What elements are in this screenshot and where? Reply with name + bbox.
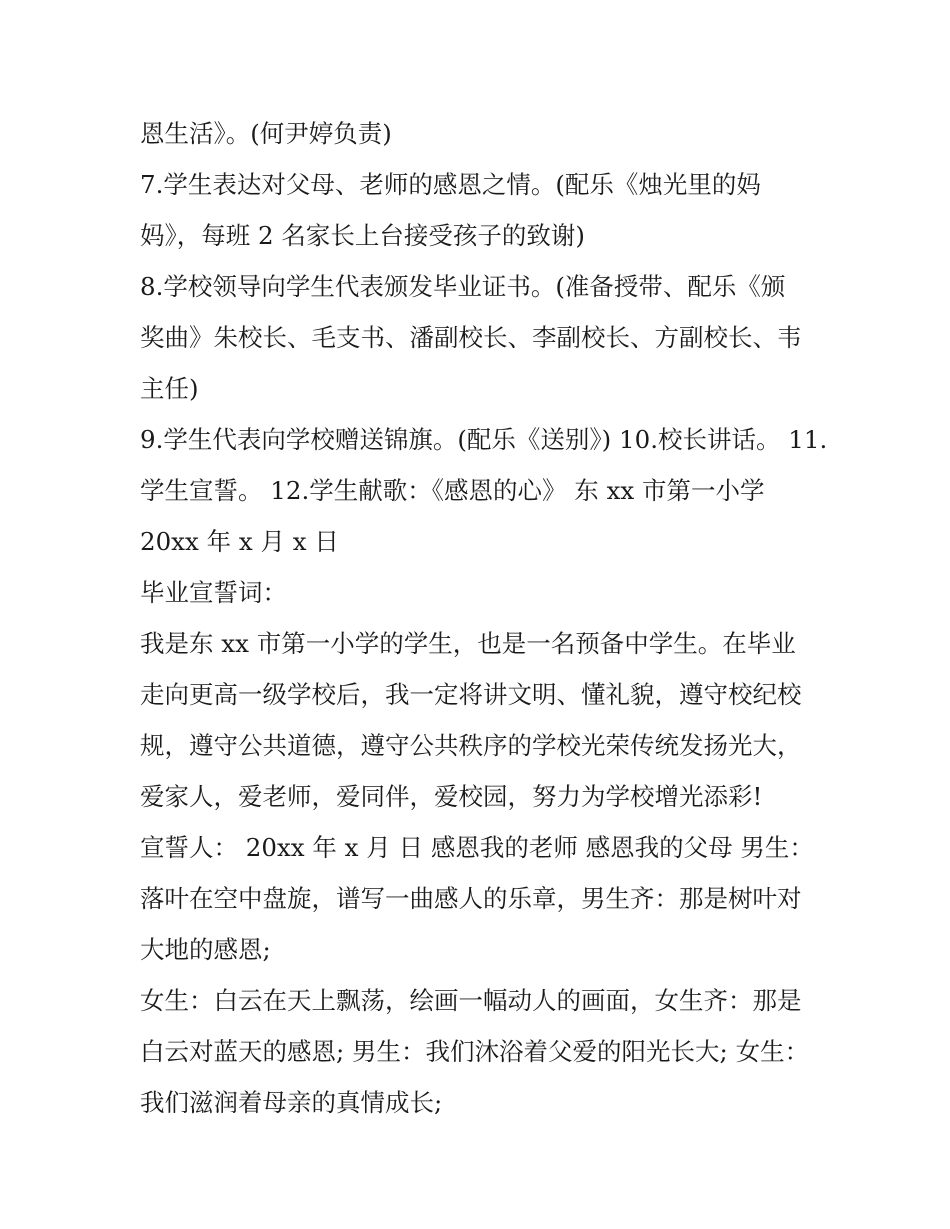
text-line: 爱家人，爱老师，爱同伴，爱校园，努力为学校增光添彩!: [140, 782, 763, 811]
text-line: 走向更高一级学校后，我一定将讲文明、懂礼貌，遵守校纪校: [140, 680, 802, 709]
text-line: 7.学生表达对父母、老师的感恩之情。(配乐《烛光里的妈: [140, 170, 761, 199]
text-line: 大地的感恩;: [140, 935, 271, 964]
text-line: 落叶在空中盘旋，谱写一曲感人的乐章，男生齐：那是树叶对: [140, 884, 802, 913]
text-line: 我是东 xx 市第一小学的学生，也是一名预备中学生。在毕业: [140, 629, 796, 658]
text-line: 学生宣誓。 12.学生献歌：《感恩的心》 东 xx 市第一小学: [140, 476, 765, 505]
text-line: 主任): [140, 374, 199, 403]
text-line: 20xx 年 x 月 x 日: [140, 527, 339, 556]
document-page: [140, 108, 828, 1128]
text-line: 奖曲》朱校长、毛支书、潘副校长、李副校长、方副校长、韦: [140, 323, 802, 352]
text-line: 9.学生代表向学校赠送锦旗。(配乐《送别》) 10.校长讲话。 11.: [140, 425, 828, 454]
text-line: 白云对蓝天的感恩; 男生：我们沐浴着父爱的阳光长大; 女生：: [140, 1037, 810, 1066]
text-line: 宣誓人： 20xx 年 x 月 日 感恩我的老师 感恩我的父母 男生：: [140, 833, 814, 862]
text-line: 妈》，每班 2 名家长上台接受孩子的致谢): [140, 221, 585, 250]
text-line: 8.学校领导向学生代表颁发毕业证书。(准备授带、配乐《颁: [140, 272, 786, 301]
text-line: 恩生活》。(何尹婷负责): [140, 119, 392, 148]
text-line: 我们滋润着母亲的真情成长;: [140, 1088, 443, 1117]
section-heading: 毕业宣誓词：: [140, 578, 287, 607]
text-line: 规，遵守公共道德，遵守公共秩序的学校光荣传统发扬光大，: [140, 731, 802, 760]
text-line: 女生：白云在天上飘荡，绘画一幅动人的画面，女生齐：那是: [140, 986, 802, 1015]
